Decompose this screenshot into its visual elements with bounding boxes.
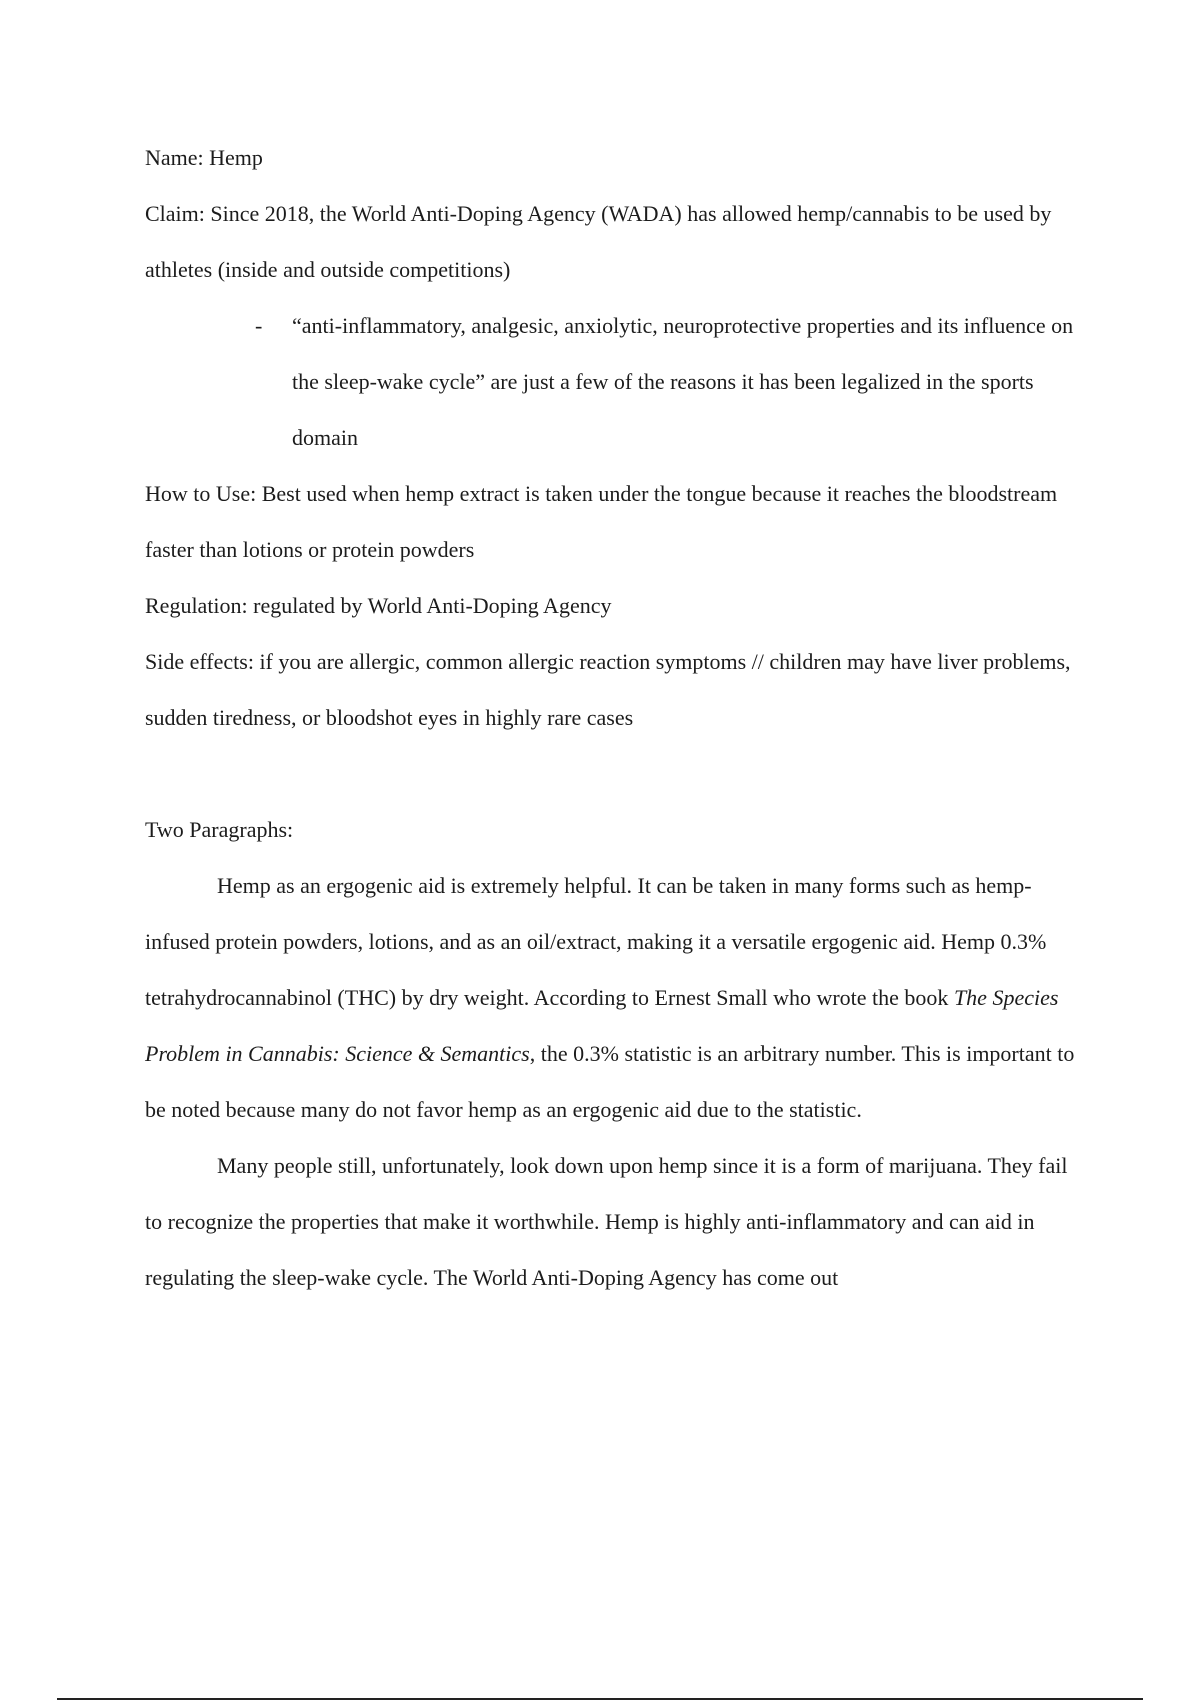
paragraph-1-part-2: , the 0.3% statistic is an arbitrary number. This is important to be noted because many do not favor hemp as an ergogenic aid due to the statistic.	[145, 1041, 1075, 1122]
claim-bullet-item	[145, 298, 1090, 466]
paragraph-2: Many people still, unfortunately, look down upon hemp since it is a form of marijuana. They fail to recognize the properties that make it worthwhile. Hemp is highly anti-inflammatory and can aid in regulating the sleep-wake cycle. The World Anti-Doping Agency has come out	[145, 1153, 1068, 1290]
paragraph-1	[145, 858, 1090, 1138]
name-field: Name: Hemp	[145, 145, 263, 170]
side-effects-field: Side effects: if you are allergic, common allergic reaction symptoms // children may have liver problems, sudden tiredness, or bloodshot eyes in highly rare cases	[145, 649, 1071, 730]
paragraph-1-part-1: Hemp as an ergogenic aid is extremely helpful. It can be taken in many forms such as hemp-infused protein powders, lotions, and as an oil/extract, making it a versatile ergogenic aid. Hemp 0.3% tetrahydrocannabinol (THC) by dry weight. According to Ernest Small who wrote the book	[145, 873, 1047, 1010]
regulation-field: Regulation: regulated by World Anti-Doping Agency	[145, 593, 612, 618]
bullet-dash: -	[255, 313, 263, 338]
blank-line	[145, 746, 1090, 802]
claim-field: Claim: Since 2018, the World Anti-Doping Agency (WADA) has allowed hemp/cannabis to be used by athletes (inside and outside competitions)	[145, 201, 1052, 282]
how-to-use-field: How to Use: Best used when hemp extract is taken under the tongue because it reaches the bloodstream faster than lotions or protein powders	[145, 481, 1058, 562]
document-page	[145, 130, 1090, 1306]
claim-bullet-text: “anti-inflammatory, analgesic, anxiolytic, neuroprotective properties and its influence on the sleep-wake cycle” are just a few of the reasons it has been legalized in the sports domain	[292, 313, 1074, 450]
section-heading: Two Paragraphs:	[145, 817, 294, 842]
book-title: The Species Problem in Cannabis: Science & Semantics	[145, 985, 1059, 1066]
